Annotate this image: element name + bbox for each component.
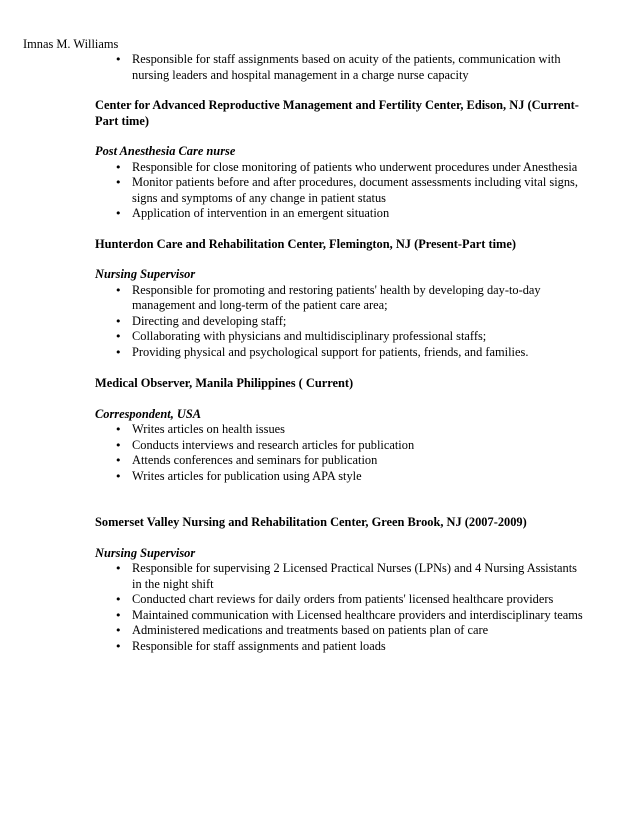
list-item: • Attends conferences and seminars for publication: [95, 453, 585, 469]
spacer: [95, 129, 585, 144]
spacer: [95, 531, 585, 546]
header-name: Imnas M. Williams: [23, 37, 119, 51]
spacer: [95, 484, 585, 515]
list-item: • Monitor patients before and after procedures, document assessments including vital signs, signs and symptoms of any change in patient status: [95, 175, 585, 206]
list-item: • Administered medications and treatments based on patients plan of care: [95, 623, 585, 639]
job-title: Nursing Supervisor: [95, 545, 196, 560]
spacer: [95, 360, 585, 376]
spacer: [95, 392, 585, 407]
spacer: [95, 83, 585, 98]
list-item: • Writes articles on health issues: [95, 422, 585, 438]
list-item: • Writes articles for publication using APA style: [95, 469, 585, 485]
continued-duties-list: [95, 52, 585, 83]
duties-list: [95, 283, 585, 361]
job-title: Correspondent, USA: [95, 406, 202, 421]
list-item: • Application of intervention in an emergent situation: [95, 206, 585, 222]
spacer: [95, 252, 585, 267]
list-item: • Responsible for close monitoring of patients who underwent procedures under Anesthesia: [95, 160, 585, 176]
duties-list: [95, 160, 585, 222]
list-item: • Providing physical and psychological support for patients, friends, and families.: [95, 345, 585, 361]
employer-heading: Medical Observer, Manila Philippines ( Current): [95, 376, 354, 390]
duties-list: [95, 422, 585, 484]
list-item: • Collaborating with physicians and multidisciplinary professional staffs;: [95, 329, 585, 345]
employer-heading: Center for Advanced Reproductive Management and Fertility Center, Edison, NJ (Current-Part time): [95, 98, 579, 128]
job-title: Nursing Supervisor: [95, 267, 196, 281]
employer-heading: Somerset Valley Nursing and Rehabilitation Center, Green Brook, NJ (2007-2009): [95, 515, 527, 529]
list-item: • Responsible for supervising 2 Licensed Practical Nurses (LPNs) and 4 Nursing Assistants in the night shift: [95, 561, 585, 592]
job-title: Post Anesthesia Care nurse: [95, 144, 236, 158]
list-item: • Maintained communication with Licensed healthcare providers and interdisciplinary teams: [95, 608, 585, 624]
list-item: • Responsible for promoting and restoring patients' health by developing day-to-day management and long-term of the patient care area;: [95, 283, 585, 314]
resume-content: [95, 52, 585, 654]
duties-list: [95, 561, 585, 654]
spacer: [95, 222, 585, 237]
list-item: • Directing and developing staff;: [95, 314, 585, 330]
list-item: • Responsible for staff assignments based on acuity of the patients, communication with nursing leaders and hospital management in a charge nurse capacity: [95, 52, 585, 83]
list-item: • Conducts interviews and research articles for publication: [95, 438, 585, 454]
employer-heading: Hunterdon Care and Rehabilitation Center, Flemington, NJ (Present-Part time): [95, 236, 517, 251]
list-item: • Conducted chart reviews for daily orders from patients' licensed healthcare providers: [95, 592, 585, 608]
list-item: • Responsible for staff assignments and patient loads: [95, 639, 585, 655]
